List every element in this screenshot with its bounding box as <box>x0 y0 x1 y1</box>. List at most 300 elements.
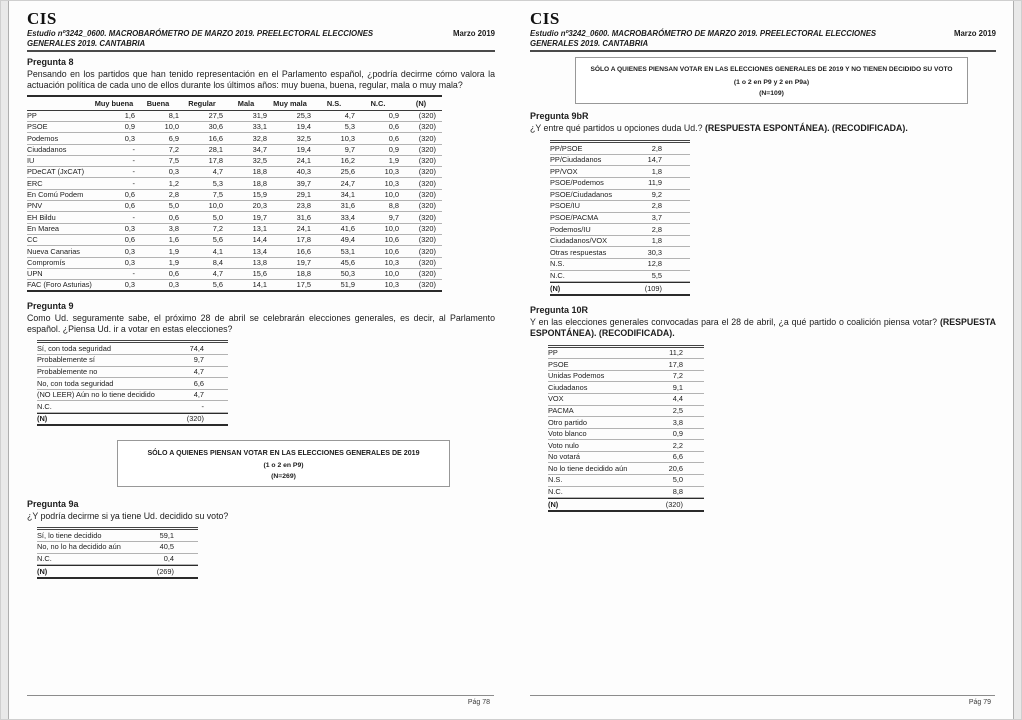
page-right <box>511 0 1012 720</box>
row-label: PSOE/IU <box>550 201 580 211</box>
date-label: Marzo 2019 <box>452 29 495 38</box>
question-text-q9a: ¿Y podría decirme si ya tiene Ud. decidido su voto? <box>27 511 229 522</box>
table-row <box>37 378 228 390</box>
row-value: 9,7 <box>388 212 399 222</box>
page-header <box>27 29 495 48</box>
row-label: Compromís <box>27 257 66 267</box>
row-value: 2,8 <box>651 143 662 153</box>
row-value: 50,3 <box>340 269 355 279</box>
row-value: (320) <box>418 133 436 143</box>
row-value: 5,3 <box>344 122 355 132</box>
row-label: PSOE <box>548 359 569 369</box>
table-row <box>548 452 704 464</box>
row-label: Sí, lo tiene decidido <box>37 530 102 540</box>
row-value: 2,8 <box>651 224 662 234</box>
row-label: No lo tiene decidido aún <box>548 463 628 473</box>
row-value: 27,5 <box>208 110 223 120</box>
row-value: 4,1 <box>212 246 223 256</box>
row-value: 2,2 <box>672 440 683 450</box>
row-value: 7,2 <box>212 223 223 233</box>
row-value: 7,2 <box>168 144 179 154</box>
row-value: (320) <box>418 144 436 154</box>
row-value: 74,4 <box>189 343 204 353</box>
filter-note-line1: SÓLO A QUIENES PIENSAN VOTAR EN LAS ELECCIONES GENERALES DE 2019 Y NO TIENEN DECIDIDO SU VOTO <box>590 66 953 74</box>
row-value: 19,4 <box>296 144 311 154</box>
row-value: 8,1 <box>168 110 179 120</box>
column-header: Muy buena <box>94 99 134 109</box>
row-value: 40,3 <box>296 167 311 177</box>
study-title: Estudio nº3242_0600. MACROBARÓMETRO DE MARZO 2019. PREELECTORAL ELECCIONES GENERALES 2019. CANTABRIA <box>27 29 374 48</box>
row-value: 0,3 <box>168 280 179 290</box>
row-label: PSOE/Podemos <box>550 178 604 188</box>
row-value: 17,8 <box>668 359 683 369</box>
row-value: - <box>132 144 135 154</box>
row-value: 32,5 <box>252 156 267 166</box>
table-row <box>548 394 704 406</box>
cis-logo: CIS <box>530 9 560 28</box>
row-value: 10,3 <box>384 280 399 290</box>
row-value: 10,3 <box>340 133 355 143</box>
row-label: PDeCAT (JxCAT) <box>27 167 85 177</box>
row-label: N.C. <box>550 270 565 280</box>
row-label: EH Bildu <box>27 212 56 222</box>
row-value: 0,3 <box>124 223 135 233</box>
row-value: 12,8 <box>647 259 662 269</box>
row-label: CC <box>27 235 38 245</box>
row-label: Ciudadanos <box>548 382 588 392</box>
row-value: 0,3 <box>124 257 135 267</box>
row-value: 33,4 <box>340 212 355 222</box>
row-value: 5,6 <box>212 235 223 245</box>
row-label: Otro partido <box>548 417 588 427</box>
page-number: Pág 78 <box>467 698 490 706</box>
table-q8 <box>27 95 442 292</box>
page-left <box>8 0 511 720</box>
row-value: 34,7 <box>252 144 267 154</box>
row-value: (320) <box>418 280 436 290</box>
row-value: 14,1 <box>252 280 267 290</box>
row-value: 34,1 <box>340 190 355 200</box>
row-value: (320) <box>418 178 436 188</box>
row-value: 4,7 <box>212 167 223 177</box>
row-value: (320) <box>418 110 436 120</box>
row-value: 0,6 <box>124 201 135 211</box>
row-value: 18,8 <box>252 178 267 188</box>
table-row <box>27 201 442 212</box>
row-value: 32,5 <box>296 133 311 143</box>
row-label: IU <box>27 156 35 166</box>
row-value: 23,8 <box>296 201 311 211</box>
row-value: 30,6 <box>208 122 223 132</box>
row-value: 24,7 <box>340 178 355 188</box>
table-row <box>27 111 442 122</box>
table-row <box>548 463 704 475</box>
table-row <box>37 367 228 379</box>
row-value: 31,6 <box>296 212 311 222</box>
row-value: (320) <box>665 499 683 509</box>
row-value: 16,6 <box>296 246 311 256</box>
row-value: 4,7 <box>193 390 204 400</box>
table-row <box>548 417 704 429</box>
row-value: 0,6 <box>168 212 179 222</box>
row-value: 5,0 <box>672 475 683 485</box>
row-label: (N) <box>548 499 559 509</box>
row-value: 24,1 <box>296 223 311 233</box>
row-value: (320) <box>418 257 436 267</box>
row-value: 5,5 <box>651 270 662 280</box>
cis-logo: CIS <box>27 9 57 28</box>
column-header: Regular <box>188 99 216 109</box>
table-row <box>548 359 704 371</box>
table-q9a <box>37 527 198 578</box>
column-header <box>27 97 92 110</box>
table-row <box>27 167 442 178</box>
row-value: 45,6 <box>340 257 355 267</box>
question-title-q9a: Pregunta 9a <box>27 499 79 510</box>
date-label: Marzo 2019 <box>953 29 996 38</box>
row-label: N.C. <box>548 487 563 497</box>
row-value: 13,8 <box>252 257 267 267</box>
row-value: 10,6 <box>384 235 399 245</box>
table-row <box>27 156 442 167</box>
table-row <box>548 487 704 499</box>
row-value: 49,4 <box>340 235 355 245</box>
question-title-q10r: Pregunta 10R <box>530 304 589 315</box>
row-value: (320) <box>418 235 436 245</box>
row-value: 16,2 <box>340 156 355 166</box>
row-label: No, con toda seguridad <box>37 378 114 388</box>
question-text-bold: (RESPUESTA ESPONTÁNEA). (RECODIFICADA). <box>704 123 908 134</box>
row-value: 0,6 <box>124 235 135 245</box>
row-value: (320) <box>418 156 436 166</box>
row-value: 53,1 <box>340 246 355 256</box>
row-value: 0,9 <box>124 122 135 132</box>
table-row <box>27 145 442 156</box>
row-value: (320) <box>418 190 436 200</box>
row-label: Voto blanco <box>548 429 587 439</box>
row-value: 4,4 <box>672 394 683 404</box>
filter-note-line3: (N=109) <box>759 89 784 97</box>
row-label: PP/PSOE <box>550 143 583 153</box>
row-value: 28,1 <box>208 144 223 154</box>
row-value: (320) <box>418 122 436 132</box>
column-header: N.C. <box>370 99 386 109</box>
row-label: Voto nulo <box>548 440 579 450</box>
row-value: 19,7 <box>252 212 267 222</box>
row-value: 18,8 <box>296 269 311 279</box>
row-label: No votará <box>548 452 581 462</box>
table-row <box>548 475 704 487</box>
study-title: Estudio nº3242_0600. MACROBARÓMETRO DE MARZO 2019. PREELECTORAL ELECCIONES GENERALES 2019. CANTABRIA <box>530 29 877 48</box>
table-row <box>27 190 442 201</box>
row-value: 17,8 <box>208 156 223 166</box>
row-value: 5,3 <box>212 178 223 188</box>
row-value: 17,5 <box>296 280 311 290</box>
row-label: PSOE/PACMA <box>550 213 599 223</box>
table-row <box>548 382 704 394</box>
table-row <box>37 390 228 402</box>
row-label: En Marea <box>27 223 60 233</box>
row-value: 19,4 <box>296 122 311 132</box>
row-value: 0,3 <box>124 133 135 143</box>
row-value: 8,8 <box>388 201 399 211</box>
row-value: 1,8 <box>651 166 662 176</box>
row-value: 6,6 <box>193 378 204 388</box>
table-row <box>37 530 198 542</box>
row-value: 11,9 <box>648 178 662 188</box>
row-label: Sí, con toda seguridad <box>37 343 111 353</box>
table-row <box>548 371 704 383</box>
row-value: 3,8 <box>168 223 179 233</box>
row-label: PSOE <box>27 122 48 132</box>
row-value: - <box>132 167 135 177</box>
row-value: (320) <box>418 223 436 233</box>
row-value: 0,3 <box>124 246 135 256</box>
filter-note-line2: (1 o 2 en P9) <box>263 461 304 469</box>
header-rule <box>530 50 996 52</box>
row-value: 0,6 <box>388 122 399 132</box>
row-value: (269) <box>156 566 174 576</box>
row-value: 41,6 <box>340 223 355 233</box>
row-value: 25,3 <box>296 110 311 120</box>
column-header: Buena <box>146 99 170 109</box>
table-row <box>37 565 198 577</box>
table-row <box>37 343 228 355</box>
row-value: 25,6 <box>340 167 355 177</box>
row-value: 5,0 <box>168 201 179 211</box>
row-label: N.S. <box>548 475 563 485</box>
table-row <box>550 282 690 294</box>
row-label: (N) <box>37 414 48 424</box>
column-header: Muy mala <box>273 99 307 109</box>
row-value: 40,5 <box>159 542 174 552</box>
filter-note-line2: (1 o 2 en P9 y 2 en P9a) <box>733 78 810 86</box>
row-value: 15,6 <box>252 269 267 279</box>
table-body <box>27 111 442 291</box>
row-value: 39,7 <box>296 178 311 188</box>
row-value: 17,8 <box>296 235 311 245</box>
row-value: 32,8 <box>252 133 267 143</box>
row-value: - <box>132 178 135 188</box>
row-value: 10,0 <box>384 223 399 233</box>
table-row <box>27 224 442 235</box>
table-row <box>27 212 442 223</box>
row-value: 10,3 <box>384 178 399 188</box>
table-row <box>548 406 704 418</box>
row-value: 33,1 <box>252 122 267 132</box>
column-header: Mala <box>237 99 255 109</box>
table-row <box>550 271 690 283</box>
row-label: Ciudadanos <box>27 144 67 154</box>
row-value: 0,3 <box>124 280 135 290</box>
table-row <box>37 355 228 367</box>
question-text-normal: ¿Y entre qué partidos u opciones duda Ud.? <box>530 123 703 134</box>
row-value: 14,4 <box>252 235 267 245</box>
row-value: 1,6 <box>124 110 135 120</box>
row-value: (320) <box>418 167 436 177</box>
question-text-q10r <box>530 317 996 339</box>
row-value: (320) <box>186 414 204 424</box>
table-row <box>550 201 690 213</box>
row-value: 6,9 <box>168 133 179 143</box>
table-header-row <box>27 97 442 111</box>
column-header: N.S. <box>326 99 342 109</box>
row-label: Otras respuestas <box>550 247 607 257</box>
table-q10r <box>548 345 704 512</box>
row-value: 8,8 <box>672 487 683 497</box>
row-value: - <box>132 212 135 222</box>
row-label: (N) <box>550 283 561 293</box>
table-row <box>548 348 704 360</box>
row-value: 9,1 <box>672 382 683 392</box>
row-value: 3,8 <box>672 417 683 427</box>
row-label: N.C. <box>37 401 52 411</box>
row-label: PACMA <box>548 405 574 415</box>
table-row <box>27 246 442 257</box>
row-value: 14,7 <box>647 155 662 165</box>
row-value: 1,2 <box>168 178 179 188</box>
row-value: 1,8 <box>651 236 662 246</box>
row-value: 4,7 <box>212 269 223 279</box>
row-value: 19,7 <box>296 257 311 267</box>
row-value: - <box>132 156 135 166</box>
row-label: PP/Ciudadanos <box>550 155 602 165</box>
row-value: 7,2 <box>672 371 683 381</box>
row-label: En Comú Podem <box>27 190 84 200</box>
table-row <box>550 247 690 259</box>
row-label: (N) <box>37 566 48 576</box>
row-value: 5,0 <box>212 212 223 222</box>
table-row <box>550 143 690 155</box>
row-value: 24,1 <box>296 156 311 166</box>
row-label: Podemos/IU <box>550 224 591 234</box>
row-label: Probablemente no <box>37 366 98 376</box>
table-row <box>37 542 198 554</box>
row-value: 2,8 <box>651 201 662 211</box>
row-value: 9,7 <box>344 144 355 154</box>
row-label: Probablemente sí <box>37 355 95 365</box>
table-row <box>550 213 690 225</box>
row-value: 10,6 <box>384 246 399 256</box>
table-row <box>37 401 228 413</box>
question-text-bold: (RESPUESTA ESPONTÁNEA). (RECODIFICADA). <box>530 316 996 338</box>
row-value: 0,3 <box>168 167 179 177</box>
table-row <box>550 190 690 202</box>
question-text-normal: Y en las elecciones generales convocadas para el 28 de abril, ¿a qué partido o coalición piensa votar? <box>530 316 938 327</box>
question-text-q9: Como Ud. seguramente sabe, el próximo 28 de abril se celebrarán elecciones generales, es decir, al Parlamento español. ¿Piensa Ud. ir a votar en estas elecciones? <box>27 313 495 335</box>
row-value: 51,9 <box>340 280 355 290</box>
row-value: 20,6 <box>668 463 683 473</box>
row-label: (NO LEER) Aún no lo tiene decidido <box>37 390 155 400</box>
row-value: 7,5 <box>212 190 223 200</box>
page-number: Pág 79 <box>968 698 991 706</box>
row-label: Ciudadanos/VOX <box>550 236 608 246</box>
row-value: 0,9 <box>388 144 399 154</box>
table-row <box>550 224 690 236</box>
row-label: FAC (Foro Asturias) <box>27 280 92 290</box>
row-value: 10,3 <box>384 167 399 177</box>
row-value: 0,6 <box>388 133 399 143</box>
table-row <box>548 440 704 452</box>
row-value: 8,4 <box>212 257 223 267</box>
table-row <box>550 259 690 271</box>
row-value: 0,6 <box>124 190 135 200</box>
row-value: 0,9 <box>388 110 399 120</box>
row-value: (109) <box>644 283 662 293</box>
table-q9 <box>37 340 228 426</box>
question-title-q9: Pregunta 9 <box>27 301 74 312</box>
table-row <box>550 178 690 190</box>
row-value: 18,8 <box>252 167 267 177</box>
filter-note-box <box>575 57 968 104</box>
table-row <box>548 498 704 510</box>
filter-note-line1: SÓLO A QUIENES PIENSAN VOTAR EN LAS ELECCIONES GENERALES DE 2019 <box>147 449 420 458</box>
row-value: (320) <box>418 201 436 211</box>
table-row <box>37 413 228 425</box>
row-value: 2,8 <box>168 190 179 200</box>
row-value: - <box>201 401 204 411</box>
row-value: 11,2 <box>669 348 683 358</box>
row-value: 1,9 <box>168 257 179 267</box>
row-value: 10,0 <box>208 201 223 211</box>
row-value: 13,1 <box>252 223 267 233</box>
row-value: 13,4 <box>252 246 267 256</box>
row-value: 9,7 <box>193 355 204 365</box>
table-row <box>27 269 442 280</box>
question-text-q9br <box>530 123 996 134</box>
table-row <box>27 122 442 133</box>
question-title-q8: Pregunta 8 <box>27 57 74 68</box>
row-value: 10,0 <box>164 122 179 132</box>
row-value: 10,3 <box>384 257 399 267</box>
row-value: (320) <box>418 269 436 279</box>
row-value: 15,9 <box>252 190 267 200</box>
table-row <box>550 155 690 167</box>
question-text-q8: Pensando en los partidos que han tenido representación en el Parlamento español, ¿podría decirme cómo valora la actuación política de cada uno de ellos durante los últimos años: muy buena, buena, regular, mala o muy mala? <box>27 69 495 91</box>
row-label: ERC <box>27 178 43 188</box>
row-value: (320) <box>418 212 436 222</box>
row-value: 0,9 <box>672 429 683 439</box>
table-row <box>27 280 442 290</box>
row-value: 10,0 <box>384 190 399 200</box>
row-label: PP <box>27 110 37 120</box>
row-value: 3,7 <box>651 213 662 223</box>
row-label: Nueva Canarias <box>27 246 80 256</box>
page-header <box>530 29 996 48</box>
table-row <box>548 429 704 441</box>
table-row <box>27 258 442 269</box>
row-value: 30,3 <box>647 247 662 257</box>
row-label: UPN <box>27 269 43 279</box>
row-value: (320) <box>418 246 436 256</box>
page-footer <box>530 695 995 706</box>
table-row <box>550 236 690 248</box>
row-value: 1,9 <box>388 156 399 166</box>
row-value: 4,7 <box>193 366 204 376</box>
filter-note-box <box>117 440 450 487</box>
row-value: - <box>132 269 135 279</box>
row-value: 31,6 <box>340 201 355 211</box>
row-label: PP <box>548 348 558 358</box>
row-value: 5,6 <box>212 280 223 290</box>
row-value: 1,6 <box>168 235 179 245</box>
table-q9br <box>550 140 690 296</box>
row-label: N.C. <box>37 554 52 564</box>
row-value: 31,9 <box>252 110 267 120</box>
row-value: 20,3 <box>252 201 267 211</box>
table-row <box>37 554 198 566</box>
question-title-q9br: Pregunta 9bR <box>530 111 589 122</box>
